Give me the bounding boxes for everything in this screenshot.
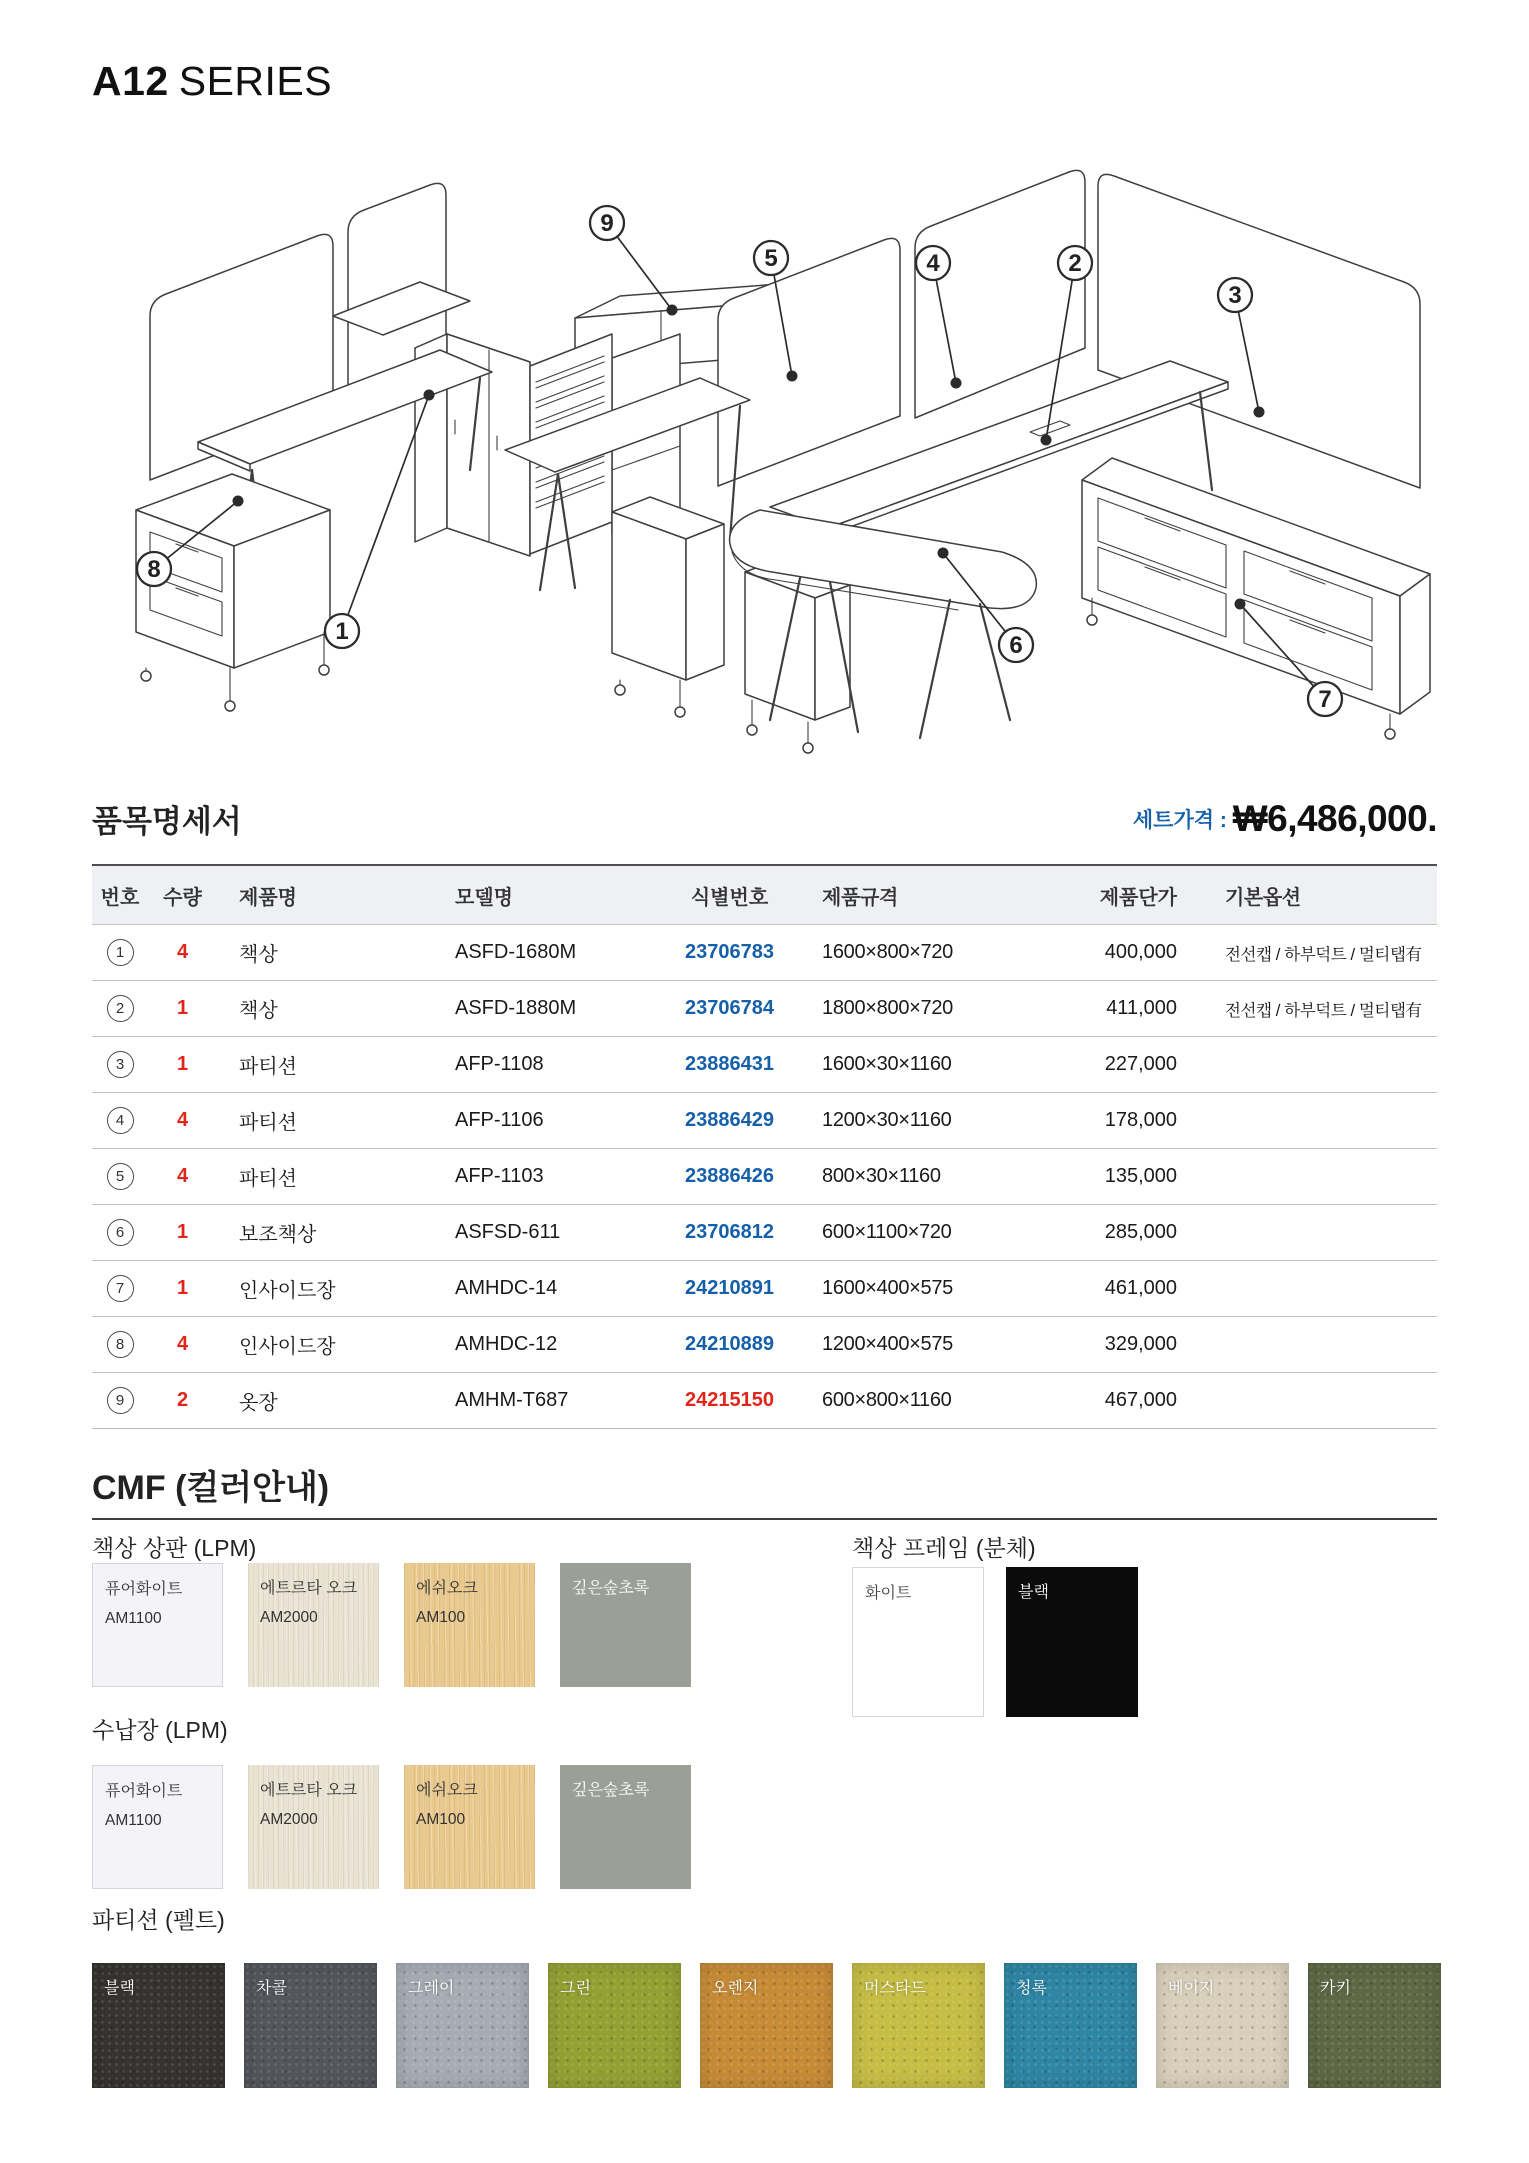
swatch-label: 에쉬오크 — [416, 1782, 478, 1799]
spec-cell-option: 전선캡 / 하부덕트 / 멀티탭有 — [1225, 1001, 1422, 1020]
swatch-label: 차콜 — [256, 1980, 287, 1997]
spec-cell-size: 1600×400×575 — [822, 1277, 953, 1299]
color-swatch — [548, 1963, 681, 2088]
spec-cell-no — [92, 1387, 148, 1414]
color-swatch — [404, 1765, 535, 1889]
color-swatch — [92, 1563, 223, 1687]
spec-cell-qty: 4 — [176, 1333, 189, 1355]
spec-cell-price: 178,000 — [1104, 1109, 1177, 1131]
callout-label: 2 — [1068, 250, 1082, 277]
swatch-code: AM2000 — [260, 1608, 318, 1626]
color-swatch — [852, 1963, 985, 2088]
spec-cell-model: AMHDC-14 — [455, 1277, 558, 1299]
spec-cell-qty: 4 — [176, 941, 189, 963]
spec-cell-id: 23706784 — [685, 997, 774, 1019]
callout-label: 4 — [926, 250, 940, 277]
spec-cell-qty: 1 — [176, 1277, 189, 1299]
spec-cell-size: 1800×800×720 — [822, 997, 953, 1019]
spec-cell-name: 인사이드장 — [239, 1280, 336, 1302]
color-swatch — [1156, 1963, 1289, 2088]
swatch-label: 청록 — [1016, 1980, 1047, 1997]
swatch-label: 블랙 — [1018, 1584, 1049, 1601]
col-header-no: 번호 — [100, 886, 140, 909]
spec-table-row — [92, 1148, 1437, 1204]
color-swatch — [396, 1963, 529, 2088]
spec-cell-option: 전선캡 / 하부덕트 / 멀티탭有 — [1225, 945, 1422, 964]
swatch-code: AM1100 — [105, 1609, 162, 1627]
color-swatch — [1006, 1567, 1138, 1717]
frame-swatches — [852, 1567, 1138, 1717]
spec-cell-size: 600×800×1160 — [822, 1389, 952, 1411]
spec-cell-name: 책상 — [239, 944, 278, 966]
spec-table-row — [92, 980, 1437, 1036]
spec-cell-no — [92, 1163, 148, 1190]
color-swatch — [852, 1567, 984, 1717]
spec-table-row — [92, 1260, 1437, 1316]
spec-cell-size: 1200×30×1160 — [822, 1109, 952, 1131]
callout-label: 1 — [335, 618, 349, 645]
color-swatch — [560, 1765, 691, 1889]
spec-cell-size: 1600×800×720 — [822, 941, 953, 963]
spec-cell-id: 23886426 — [685, 1165, 774, 1187]
swatch-label: 오렌지 — [712, 1980, 759, 1997]
color-swatch — [92, 1963, 225, 2088]
spec-cell-model: AMHM-T687 — [455, 1389, 569, 1411]
callout-label: 8 — [147, 556, 161, 583]
spec-cell-price: 329,000 — [1104, 1333, 1177, 1355]
cmf-divider — [92, 1518, 1437, 1520]
spec-cell-name: 책상 — [239, 1000, 278, 1022]
spec-cell-id: 24215150 — [685, 1389, 774, 1411]
spec-cell-no — [92, 1107, 148, 1134]
col-header-size: 제품규격 — [822, 886, 899, 909]
spec-cell-name: 인사이드장 — [239, 1336, 336, 1358]
item-number-badge: 1 — [107, 939, 134, 966]
spec-cell-size: 1600×30×1160 — [822, 1053, 952, 1075]
item-number-badge: 7 — [107, 1275, 134, 1302]
color-swatch — [248, 1765, 379, 1889]
col-header-qty: 수량 — [163, 886, 202, 909]
item-number-badge: 8 — [107, 1331, 134, 1358]
col-header-option: 기본옵션 — [1225, 886, 1301, 909]
spec-table-header — [92, 866, 1437, 924]
swatch-code: AM100 — [416, 1810, 466, 1828]
color-swatch — [92, 1765, 223, 1889]
spec-cell-no — [92, 1331, 148, 1358]
swatch-label: 화이트 — [865, 1585, 912, 1602]
color-swatch — [1308, 1963, 1441, 2088]
item-number-badge: 6 — [107, 1219, 134, 1246]
swatch-label: 에트르타 오크 — [260, 1782, 358, 1799]
spec-cell-name: 파티션 — [239, 1056, 297, 1078]
spec-cell-size: 1200×400×575 — [822, 1333, 953, 1355]
spec-cell-price: 285,000 — [1104, 1221, 1177, 1243]
spec-cell-price: 227,000 — [1104, 1053, 1177, 1075]
group-title-desk-frame: 책상 프레임 (분체) — [852, 1535, 1036, 1561]
spec-cell-no — [92, 1275, 148, 1302]
callout-label: 5 — [764, 245, 778, 272]
spec-cell-size: 600×1100×720 — [822, 1221, 952, 1243]
series-code: A12 — [92, 58, 169, 104]
col-header-model: 모델명 — [455, 886, 513, 909]
set-price-value: ₩6,486,000. — [1232, 798, 1437, 839]
furniture-line-drawing — [0, 120, 1529, 760]
cabinet-swatches — [92, 1765, 691, 1889]
partition-swatches — [92, 1963, 1441, 2088]
spec-cell-id: 24210891 — [685, 1277, 774, 1299]
spec-cell-name: 파티션 — [239, 1168, 297, 1190]
swatch-label: 퓨어화이트 — [105, 1783, 183, 1800]
spec-table-row — [92, 924, 1437, 980]
spec-cell-no — [92, 939, 148, 966]
item-number-badge: 4 — [107, 1107, 134, 1134]
item-number-badge: 2 — [107, 995, 134, 1022]
swatch-label: 그레이 — [408, 1980, 455, 1997]
swatch-label: 에쉬오크 — [416, 1580, 478, 1597]
spec-cell-id: 23886431 — [685, 1053, 774, 1075]
spec-cell-id: 23706812 — [685, 1221, 774, 1243]
furniture-illustration — [0, 120, 1529, 760]
swatch-label: 퓨어화이트 — [105, 1581, 183, 1598]
spec-cell-size: 800×30×1160 — [822, 1165, 941, 1187]
desk-top-swatches — [92, 1563, 691, 1687]
callout-label: 7 — [1318, 686, 1332, 713]
set-price — [1133, 798, 1437, 840]
item-number-badge: 9 — [107, 1387, 134, 1414]
spec-cell-qty: 4 — [176, 1109, 189, 1131]
spec-cell-name: 옷장 — [239, 1392, 278, 1414]
swatch-label: 블랙 — [104, 1980, 135, 1997]
swatch-label: 카키 — [1320, 1980, 1351, 1997]
page-title — [92, 58, 332, 105]
spec-cell-price: 411,000 — [1106, 997, 1177, 1019]
swatch-label: 그린 — [560, 1980, 591, 1997]
spec-cell-qty: 2 — [176, 1389, 189, 1411]
spec-cell-id: 23886429 — [685, 1109, 774, 1131]
spec-table-row — [92, 1092, 1437, 1148]
spec-cell-no — [92, 1219, 148, 1246]
spec-cell-price: 461,000 — [1104, 1277, 1177, 1299]
callout-label: 3 — [1228, 282, 1242, 309]
spec-cell-model: ASFD-1680M — [455, 941, 577, 963]
spec-section-title: 품목명세서 — [92, 804, 242, 839]
swatch-label: 베이지 — [1168, 1980, 1215, 1997]
spec-cell-price: 400,000 — [1104, 941, 1177, 963]
group-title-cabinet: 수납장 (LPM) — [92, 1717, 228, 1743]
item-number-badge: 3 — [107, 1051, 134, 1078]
color-swatch — [1004, 1963, 1137, 2088]
swatch-code: AM2000 — [260, 1810, 318, 1828]
cmf-section-title: CMF (컬러안내) — [92, 1469, 330, 1507]
swatch-label: 깊은숲초록 — [572, 1782, 650, 1799]
spec-table-row — [92, 1036, 1437, 1092]
callout-label: 6 — [1009, 632, 1023, 659]
color-swatch — [248, 1563, 379, 1687]
color-swatch — [700, 1963, 833, 2088]
spec-cell-model: AFP-1108 — [455, 1053, 544, 1075]
swatch-code: AM1100 — [105, 1811, 162, 1829]
spec-cell-model: ASFD-1880M — [455, 997, 577, 1019]
spec-cell-model: AFP-1106 — [455, 1109, 544, 1131]
spec-table-row — [92, 1316, 1437, 1372]
spec-table-row — [92, 1204, 1437, 1260]
spec-cell-qty: 1 — [176, 1221, 189, 1243]
spec-table — [92, 864, 1437, 1429]
spec-cell-price: 467,000 — [1104, 1389, 1177, 1411]
color-swatch — [244, 1963, 377, 2088]
spec-cell-qty: 1 — [176, 997, 189, 1019]
spec-cell-name: 파티션 — [239, 1112, 297, 1134]
spec-cell-price: 135,000 — [1104, 1165, 1177, 1187]
group-title-partition: 파티션 (펠트) — [92, 1907, 225, 1933]
set-price-label: 세트가격 : — [1132, 809, 1233, 832]
item-number-badge: 5 — [107, 1163, 134, 1190]
swatch-label: 머스타드 — [864, 1980, 926, 1997]
col-header-name: 제품명 — [239, 886, 297, 909]
spec-cell-model: ASFSD-611 — [455, 1221, 561, 1243]
spec-cell-id: 23706783 — [685, 941, 774, 963]
spec-cell-model: AMHDC-12 — [455, 1333, 558, 1355]
col-header-id: 식별번호 — [690, 886, 769, 909]
spec-cell-qty: 4 — [176, 1165, 189, 1187]
spec-cell-no — [92, 1051, 148, 1078]
color-swatch — [560, 1563, 691, 1687]
swatch-code: AM100 — [416, 1608, 466, 1626]
spec-cell-id: 24210889 — [685, 1333, 774, 1355]
spec-table-body — [92, 924, 1437, 1428]
spec-cell-qty: 1 — [176, 1053, 189, 1075]
spec-table-row — [92, 1372, 1437, 1428]
callout-label: 9 — [600, 210, 614, 237]
swatch-label: 깊은숲초록 — [572, 1580, 650, 1597]
col-header-price: 제품단가 — [1099, 886, 1177, 909]
color-swatch — [404, 1563, 535, 1687]
group-title-desk-top: 책상 상판 (LPM) — [92, 1535, 257, 1561]
series-word: SERIES — [178, 58, 333, 104]
swatch-label: 에트르타 오크 — [260, 1580, 358, 1597]
spec-cell-model: AFP-1103 — [455, 1165, 544, 1187]
spec-cell-no — [92, 995, 148, 1022]
spec-cell-name: 보조책상 — [239, 1224, 317, 1246]
